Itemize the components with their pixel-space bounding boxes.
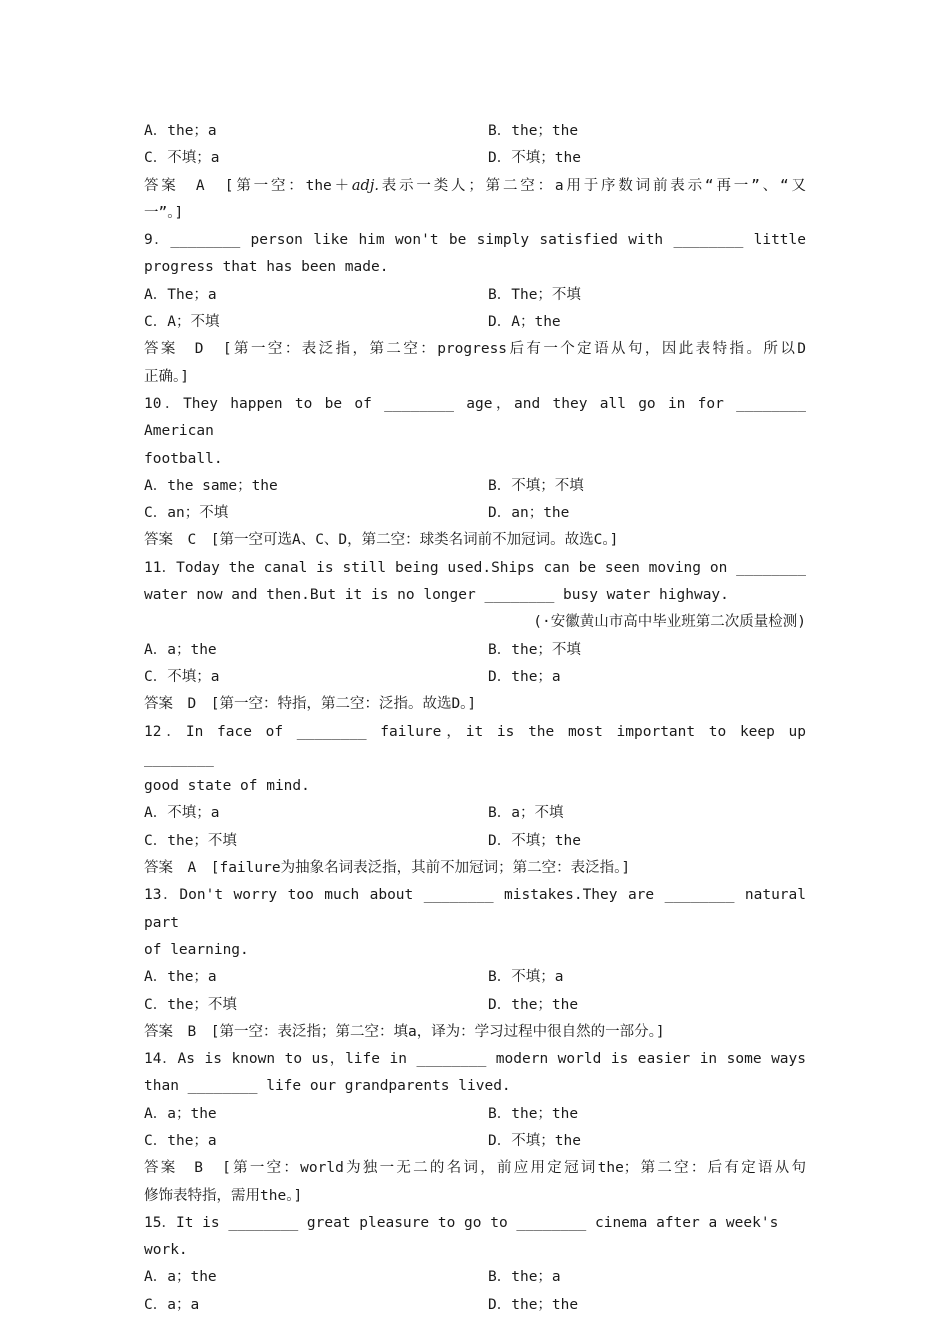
q9-options-row-2 (144, 309, 806, 336)
q15-option-a: A．a；the (144, 1269, 217, 1286)
q8-option-c: C．不填；a (144, 150, 220, 167)
q10-options-row-1 (144, 473, 806, 500)
q8-answer-adj: adj. (351, 177, 379, 194)
q9-option-a: A．The；a (144, 286, 217, 303)
q10-options-row-2 (144, 500, 806, 527)
q13-option-a: A．the；a (144, 969, 217, 986)
q14-answer-line-1: 答案 B [第一空：world为独一无二的名词，前应用定冠词the；第二空：后有定语从句 (144, 1160, 806, 1177)
q13-option-c: C．the；不填 (144, 996, 237, 1013)
q14-options-row-2 (144, 1128, 806, 1155)
q15-option-c: C．a；a (144, 1296, 200, 1313)
q11-options-row-1 (144, 637, 806, 664)
q8-options-row-1 (144, 118, 806, 145)
q12-stem-line-1: 12．In face of ________ failure，it is the most important to keep up ________ (144, 723, 815, 767)
q11-option-c: C．不填；a (144, 668, 220, 685)
q15-option-b: B．the；a (488, 1269, 561, 1286)
q9-option-d: D．A；the (488, 314, 561, 331)
q14-answer-line-2: 修饰表特指，需用the。] (144, 1187, 303, 1204)
q8-answer-post: 表示一类人；第二空：a用于序数词前表示“再一”、“又 (378, 177, 806, 194)
q14-option-b: B．the；the (488, 1105, 579, 1122)
q8-answer-line-2: 一”。] (144, 204, 184, 221)
q9-answer-line-2: 正确。] (144, 368, 189, 385)
document-page (144, 118, 815, 1319)
q15-options-row-2 (144, 1292, 806, 1319)
q12-option-c: C．the；不填 (144, 832, 237, 849)
q11-options-row-2 (144, 664, 806, 691)
q13-options-row-1 (144, 964, 806, 991)
q9-answer-line-1: 答案 D [第一空：表泛指，第二空：progress后有一个定语从句，因此表特指。所以D (144, 341, 806, 358)
q10-stem-line-2: football. (144, 450, 223, 467)
q8-option-a: A．the；a (144, 123, 217, 139)
q15-stem-line-1: 15．It is ________ great pleasure to go to ________ cinema after a week's work. (144, 1214, 788, 1259)
q13-answer-line-1: 答案 B [第一空：表泛指；第二空：填a，译为：学习过程中很自然的一部分。] (144, 1023, 665, 1040)
q13-options-row-2 (144, 992, 806, 1019)
q14-stem-line-2: than ________ life our grandparents lived. (144, 1078, 511, 1095)
q12-answer-line-1: 答案 A [failure为抽象名词表泛指，其前不加冠词；第二空：表泛指。] (144, 860, 631, 877)
q8-options-row-2 (144, 145, 806, 172)
q10-stem-line-1: 10．They happen to be of ________ age，and they all go in for ________ American (144, 395, 815, 440)
q12-options-row-2 (144, 828, 806, 855)
q13-option-b: B．不填；a (488, 969, 564, 986)
q13-option-d: D．the；the (488, 996, 579, 1013)
q14-option-c: C．the；a (144, 1132, 217, 1149)
q10-option-c: C．an；不填 (144, 505, 229, 522)
q10-answer-line-1: 答案 C [第一空可选A、C、D，第二空：球类名词前不加冠词。故选C。] (144, 532, 619, 549)
q14-stem-line-1: 14．As is known to us，life in ________ modern world is easier in some ways (144, 1051, 806, 1068)
q10-option-d: D．an；the (488, 505, 570, 522)
q9-option-b: B．The；不填 (488, 286, 581, 303)
q11-option-b: B．the；不填 (488, 641, 581, 658)
q11-source: (·安徽黄山市高中毕业班第二次质量检测) (533, 614, 806, 631)
q15-options-row-1 (144, 1264, 806, 1291)
q12-options-row-1 (144, 800, 806, 827)
q11-option-a: A．a；the (144, 641, 217, 658)
q9-options-row-1 (144, 282, 806, 309)
q8-answer-pre: 答案 A [第一空：the＋ (144, 177, 352, 194)
q10-option-b: B．不填；不填 (488, 477, 584, 494)
q9-stem-line-1: 9．________ person like him won't be simply satisfied with ________ little (144, 232, 806, 249)
q8-answer-line-1 (144, 173, 806, 200)
q11-stem-line-1: 11．Today the canal is still being used.Ships can be seen moving on ________ (144, 559, 806, 576)
q14-options-row-1 (144, 1101, 806, 1128)
q11-stem-line-2: water now and then.But it is no longer ________ busy water highway. (144, 587, 729, 604)
q9-stem-line-2: progress that has been made. (144, 259, 389, 276)
q13-stem-line-2: of learning. (144, 941, 249, 958)
q8-option-b: B．the；the (488, 123, 579, 139)
q12-stem-line-2: good state of mind. (144, 778, 310, 795)
q10-option-a: A．the same；the (144, 477, 278, 494)
q12-option-d: D．不填；the (488, 832, 581, 849)
q14-option-a: A．a；the (144, 1105, 217, 1122)
q14-option-d: D．不填；the (488, 1132, 581, 1149)
q11-answer-line-1: 答案 D [第一空：特指，第二空：泛指。故选D。] (144, 696, 477, 713)
q13-stem-line-1: 13．Don't worry too much about ________ mistakes.They are ________ natural part (144, 887, 815, 931)
q12-option-a: A．不填；a (144, 805, 220, 822)
q9-option-c: C．A；不填 (144, 314, 220, 331)
q15-option-d: D．the；the (488, 1296, 579, 1313)
q12-option-b: B．a；不填 (488, 805, 564, 822)
q11-option-d: D．the；a (488, 668, 561, 685)
q8-option-d: D．不填；the (488, 150, 581, 167)
